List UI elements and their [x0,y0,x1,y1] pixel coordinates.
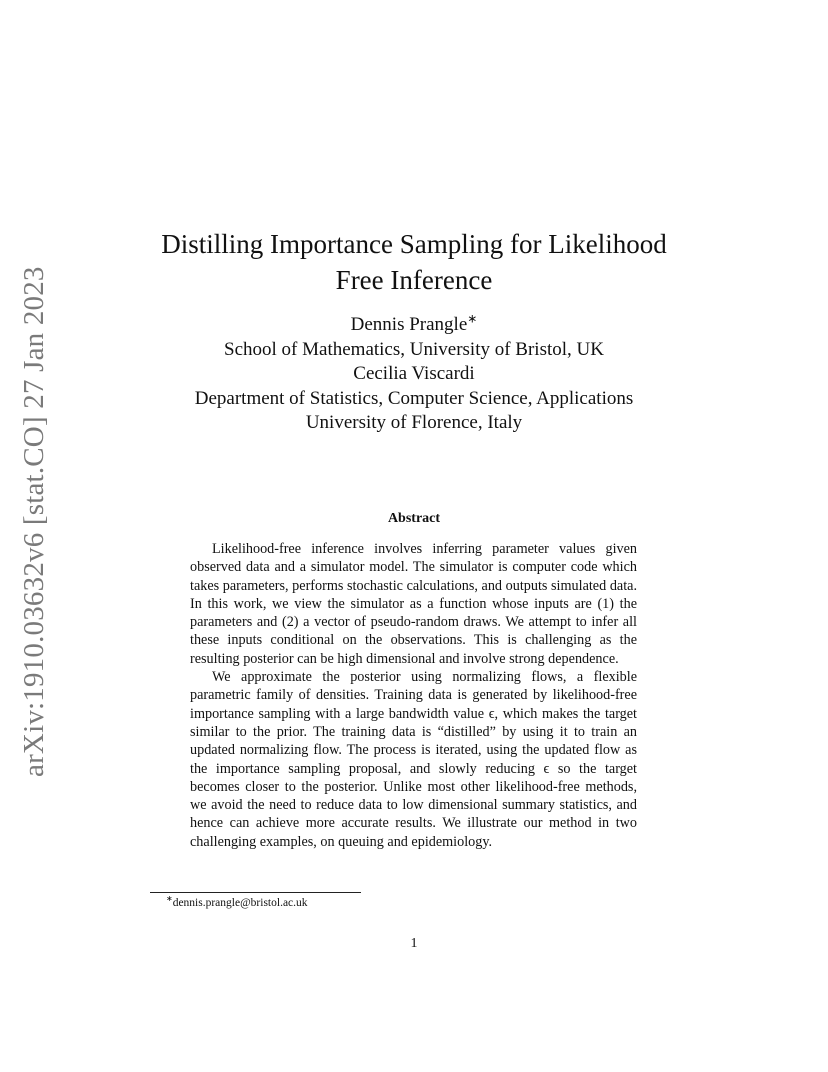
arxiv-identifier: arXiv:1910.03632v6 [stat.CO] 27 Jan 2023 [18,266,50,777]
title-line-1: Distilling Importance Sampling for Likelihood [161,229,667,259]
author-1-name: Dennis Prangle [350,314,468,335]
author-1 [0,313,828,338]
paper-title [0,226,828,298]
author-block [0,313,828,436]
abstract-paragraph-1: Likelihood-free inference involves inferring parameter values given observed data and a simulator model. The simulator is computer code which takes parameters, performs stochastic calculations, and outputs simulated data. In this work, we view the simulator as a function whose inputs are (1) the parameters and (2) a vector of pseudo-random draws. We attempt to infer all these inputs conditional on the observations. This is challenging as the resulting posterior can be high dimensional and involve strong dependence. [190,541,637,667]
footnote-divider [150,892,361,893]
abstract-paragraph-2: We approximate the posterior using normalizing flows, a flexible parametric family of densities. Training data is generated by likelihood-free importance sampling with a large bandwidth value ϵ, which makes the target similar to the prior. The training data is “distilled” by using it to train an updated normalizing flow. The process is iterated, using the updated flow as the importance sampling proposal, and slowly reducing ϵ so the target becomes closer to the posterior. Unlike most other likelihood-free methods, we avoid the need to reduce data to low dimensional summary statistics, and hence can achieve more accurate results. We illustrate our method in two challenging examples, on queuing and epidemiology. [190,669,637,850]
footnote [166,894,308,909]
footnote-email: dennis.prangle@bristol.ac.uk [172,897,308,909]
footnote-mark: ∗ [166,894,173,904]
affiliation-1: School of Mathematics, University of Bristol, UK [224,338,604,360]
author-2: Cecilia Viscardi [353,363,475,384]
page-number: 1 [410,936,418,951]
title-line-2: Free Inference [335,265,493,295]
abstract-heading: Abstract [387,511,441,526]
author-1-footnote-mark: ∗ [467,311,478,326]
abstract-body [190,540,637,851]
affiliation-2-line-2: University of Florence, Italy [305,412,523,433]
affiliation-2-line-1: Department of Statistics, Computer Science, Applications [194,387,634,409]
